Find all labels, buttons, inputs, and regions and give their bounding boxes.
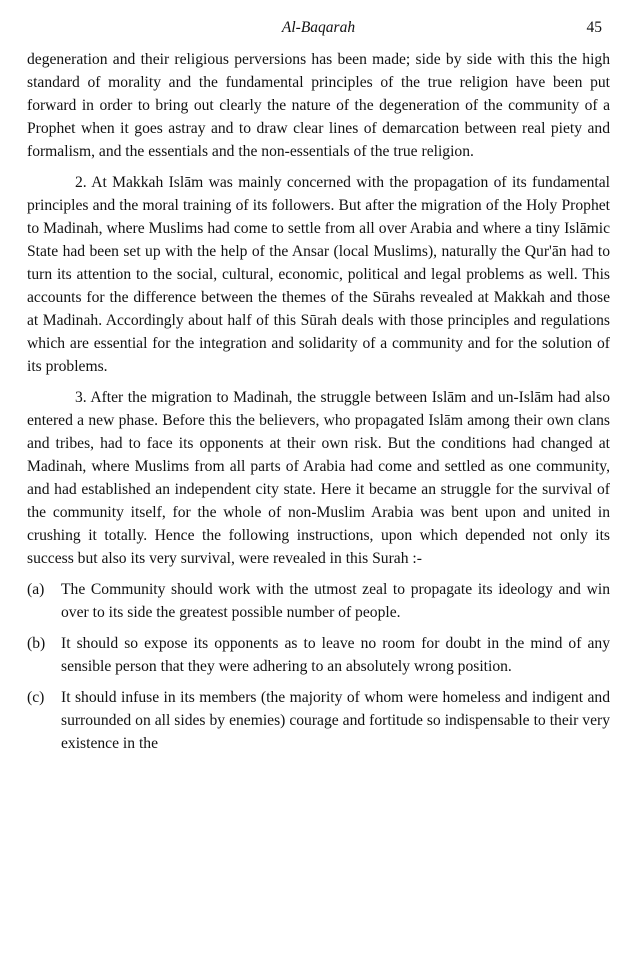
list-item-text: It should infuse in its members (the majority of whom were homeless and indigent and surrounded on all sides by enemies) courage and fortitude so indispensable to their very existence in the [61,689,610,752]
list-item [27,578,610,624]
page-number: 45 [586,19,602,36]
running-head [27,14,610,38]
list-item [27,632,610,678]
paragraph-3: 3. After the migration to Madinah, the struggle between Islām and un-Islām had also entered a new phase. Before this the believers, who propagated Islām among their own clans and tribes, had to face its opponents at their own risk. But the conditions had changed at Madinah, where Muslims from all parts of Arabia had come and settled as one community, and had established an independent city state. Here it became an struggle for the survival of the community itself, for the whole of non-Muslim Arabia was bent upon and united in crushing it totally. Hence the following instructions, upon which depended not only its success but also its very survival, were revealed in this Surah :- [27,389,610,567]
continuation-paragraph: degeneration and their religious perversions has been made; side by side with this the high standard of morality and the fundamental principles of the true religion have been put forward in order to bring out clearly the nature of the degeneration of the community of a Prophet when it goes astray and to draw clear lines of demarcation between real piety and formalism, and the essentials and the non-essentials of the true religion. [27,51,610,160]
list-item-label: (c) [27,689,45,706]
paragraph-2: 2. At Makkah Islām was mainly concerned with the propagation of its fundamental principles and the moral training of its followers. But after the migration of the Holy Prophet to Madinah, where Muslims had come to settle from all over Arabia and where a tiny Islāmic State had been set up with the help of the Ansar (local Muslims), naturally the Qur'ān had to turn its attention to the social, cultural, economic, political and legal problems as well. This accounts for the difference between the themes of the Sūrahs revealed at Makkah and those at Madinah. Accordingly about half of this Sūrah deals with those principles and regulations which are essential for the integration and solidarity of a community and for the solution of its problems. [27,174,610,375]
running-head-title: Al-Baqarah [281,19,356,36]
list-item-label: (b) [27,635,46,652]
list-item-text: The Community should work with the utmost zeal to propagate its ideology and win over to its side the greatest possible number of people. [61,581,610,621]
instruction-list [27,578,610,755]
list-item-label: (a) [27,581,45,598]
list-item [27,686,610,755]
list-item-text: It should so expose its opponents as to leave no room for doubt in the mind of any sensible person that they were adhering to an absolutely wrong position. [61,635,610,675]
